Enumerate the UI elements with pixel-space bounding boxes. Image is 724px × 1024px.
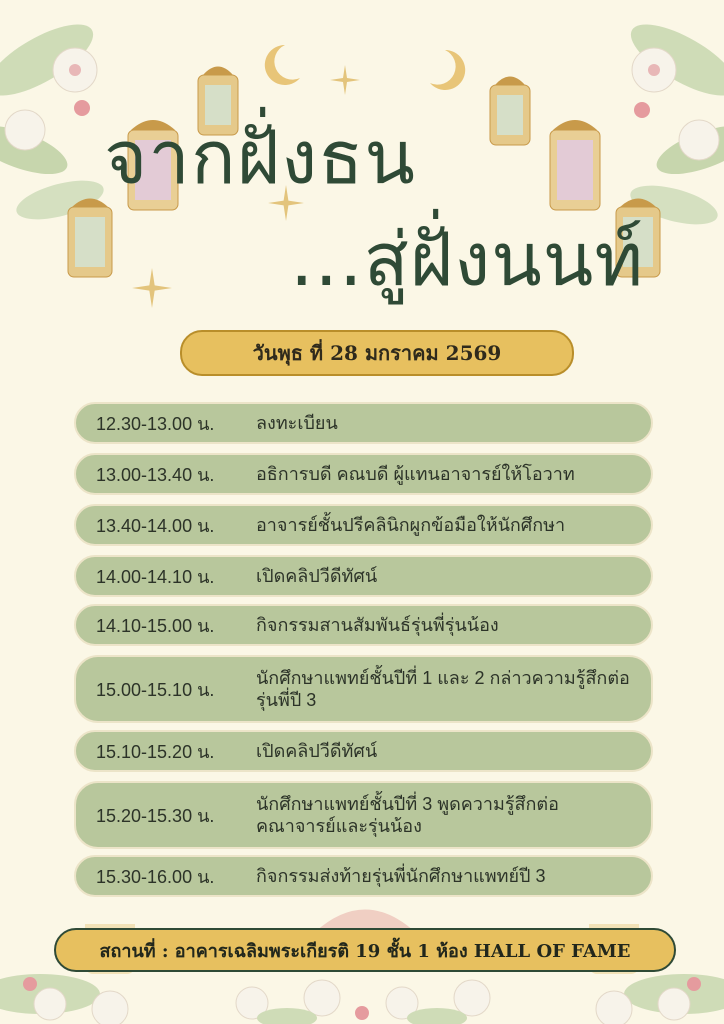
schedule-activity: เปิดคลิปวีดีทัศน์ xyxy=(256,565,378,586)
schedule-row xyxy=(74,555,653,597)
crescent-moon-right-icon xyxy=(425,45,475,95)
schedule-activity: กิจกรรมสานสัมพันธ์รุ่นพี่รุ่นน้อง xyxy=(256,614,499,635)
schedule-time: 12.30-13.00 น. xyxy=(96,413,215,434)
schedule-row xyxy=(74,781,653,849)
sparkle-icon xyxy=(132,268,172,308)
bottom-flowers-decoration xyxy=(212,968,512,1024)
schedule-time: 15.10-15.20 น. xyxy=(96,741,215,762)
schedule-time: 14.10-15.00 น. xyxy=(96,615,215,636)
sparkle-icon xyxy=(330,65,360,95)
schedule-time: 15.20-15.30 น. xyxy=(96,805,215,826)
schedule-row xyxy=(74,730,653,772)
schedule-time: 13.00-13.40 น. xyxy=(96,464,215,485)
schedule-activity: นักศึกษาแพทย์ชั้นปีที่ 3 พูดความรู้สึกต่อคณาจารย์และรุ่นน้อง xyxy=(256,793,559,836)
poster-title-line1: จากฝั่งธน xyxy=(104,115,416,201)
schedule-activity: อธิการบดี คณบดี ผู้แทนอาจารย์ให้โอวาท xyxy=(256,463,575,484)
schedule-time: 15.00-15.10 น. xyxy=(96,679,215,700)
schedule-activity: อาจารย์ชั้นปรีคลินิกผูกข้อมือให้นักศึกษา xyxy=(256,514,566,535)
schedule-time: 13.40-14.00 น. xyxy=(96,515,215,536)
venue-pill: สถานที่ : อาคารเฉลิมพระเกียรติ 19 ชั้น 1 ห้อง HALL OF FAME xyxy=(54,928,676,972)
schedule-time: 14.00-14.10 น. xyxy=(96,566,215,587)
schedule-time: 15.30-16.00 น. xyxy=(96,866,215,887)
schedule-row xyxy=(74,655,653,723)
schedule-activity: ลงทะเบียน xyxy=(256,412,338,433)
date-pill: วันพุธ ที่ 28 มกราคม 2569 xyxy=(180,330,574,376)
poster-title-line2: ...สู่ฝั่งนนท์ xyxy=(290,217,645,303)
crescent-moon-left-icon xyxy=(255,40,305,90)
lantern-right-1-icon xyxy=(485,70,535,160)
schedule-row xyxy=(74,855,653,897)
schedule-activity: กิจกรรมส่งท้ายรุ่นพี่นักศึกษาแพทย์ปี 3 xyxy=(256,865,546,886)
schedule-row xyxy=(74,604,653,646)
schedule-row xyxy=(74,402,653,444)
schedule-activity: นักศึกษาแพทย์ชั้นปีที่ 1 และ 2 กล่าวความรู้สึกต่อรุ่นพี่ปี 3 xyxy=(256,667,630,710)
schedule-activity: เปิดคลิปวีดีทัศน์ xyxy=(256,740,378,761)
schedule-row xyxy=(74,453,653,495)
schedule-row xyxy=(74,504,653,546)
